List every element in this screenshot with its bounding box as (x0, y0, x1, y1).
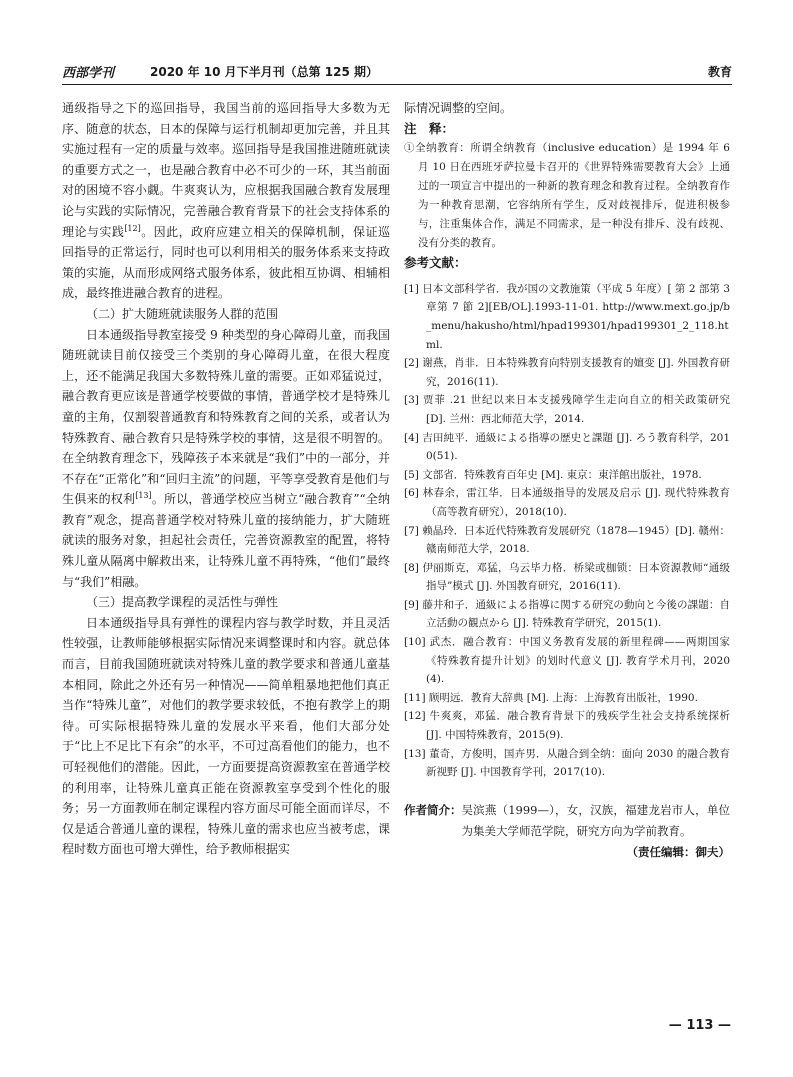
page-number: — 113 — (668, 1018, 731, 1033)
author-bio (404, 800, 730, 842)
reference-item: [1] 日本文部科学省．我が国の文教施策（平成 5 年度）[ 第 2 部第 3 章第 7 節 2][EB/OL].1993-11-01. http://www.mext.go.jp/b_menu/hakusho/html/hpad199301/hpad199301_2_118.html. (404, 282, 730, 351)
header-rule (62, 84, 732, 85)
reference-item: [7] 赖晶玲．日本近代特殊教育发展研究（1878—1945）[D]. 赣州：赣南师范大学，2018. (404, 524, 730, 556)
body-paragraph: 日本通级指导教室接受 9 种类型的身心障碍儿童，而我国随班就读目前仅接受三个类别的身心障碍儿童，在很大程度上，还不能满足我国大多数特殊儿童的需要。正如邓猛说过，融合教育更应该是普通学校要做的事情，普通学校才是特殊儿童的主角，仅割裂普通教育和特殊教育之间的关系，或者认为特殊教育、融合教育只是特殊学校的事情，这是很不明智的。在全纳教育理念下，残障孩子本来就是“我们”中的一部分，并不存在“正常化”和“回归主流”的问题，平等享受教育是他们与生俱来的权利[13]。所以，普通学校应当树立“融合教育”“全纳教育”观念，提高普通学校对特殊儿童的接纳能力，扩大随班就读的服务对象，担起社会责任，完善资源教室的配置，将特殊儿童从隔离中解救出来，让特殊儿童不再特殊，“他们”最终与“我们”相融。 (62, 327, 390, 589)
reference-item: [3] 贾菲 .21 世纪以来日本支援残障学生走向自立的相关政策研究 [D]. 兰州：西北师范大学，2014. (404, 394, 730, 425)
reference-item: [11] 顾明远．教育大辞典 [M]. 上海：上海教育出版社，1990. (404, 691, 698, 704)
responsible-editor: （责任编辑：御夫） (626, 844, 730, 859)
reference-item: [6] 林春余，雷江华．日本通级指导的发展及启示 [J]. 现代特殊教育（高等教育研究），2018(10). (404, 487, 730, 518)
reference-list (404, 280, 730, 782)
author-label: 作者简介： (404, 802, 462, 817)
subsection-heading-2: （二）扩大随班就读服务人群的范围 (86, 306, 279, 321)
reference-item: [2] 谢燕，肖非．日本特殊教育向特别支援教育的嬗变 [J]. 外国教育研究，2016(11). (404, 357, 730, 388)
reference-item: [4] 吉田純平．通級による指導の歴史と課題 [J]. ろう教育科学，2010(51). (404, 431, 730, 463)
reference-item: [13] 董奇，方俊明，国卉男．从融合到全纳：面向 2030 的融合教育新视野 [J]. 中国教育学刊，2017(10). (404, 747, 730, 779)
reference-item: [9] 藤井和子．通級による指導に関する研究の動向と今後の課題：自立活動の観点から [J]. 特殊教育学研究，2015(1). (404, 598, 730, 630)
page-header (62, 58, 732, 82)
subsection-heading-3: （三）提高教学课程的灵活性与弹性 (86, 595, 279, 610)
left-column (62, 98, 390, 860)
citation-12: [12] (124, 223, 141, 233)
body-paragraph: 日本通级指导具有弹性的课程内容与教学时数，并且灵活性较强，让教师能够根据实际情况来调整课时和内容。就总体而言，目前我国随班就读对特殊儿童的教学要求和普通儿童基本相同，除此之外还有另一种情况——简单粗暴地把他们真正当作“特殊儿童”，对他们的教学要求较低，不抱有教学上的期待。可实际根据特殊儿童的发展水平来看，他们大部分处于“比上不足比下有余”的水平，不可过高看他们的能力，也不可轻视他们的潜能。因此，一方面要提高资源教室在普通学校的利用率，让特殊儿童真正能在资源教室享受到个性化的服务；另一方面教师在制定课程内容方面尽可能全面而详尽，不仅是适合普通儿童的课程，特殊儿童的需求也应当被考虑，课程时数方面也可增大弹性，给予教师根据实 (62, 615, 390, 857)
note-1: ①全纳教育：所谓全纳教育（inclusive education）是 1994 年 6 月 10 日在西班牙萨拉曼卡召开的《世界特殊需要教育大会》上通过的一项宣言中提出的一种新的教育理念和教育过程。全纳教育作为一种教育思潮，它容纳所有学生，反对歧视排斥，促进积极参与，注重集体合作，满足不同需求，是一种没有排斥、没有歧视、没有分类的教育。 (404, 142, 730, 250)
body-paragraph: 通级指导之下的巡回指导，我国当前的巡回指导大多数为无序、随意的状态，日本的保障与运行机制却更加完善，并且其实施过程有一定的质量与效率。巡回指导是我国推进随班就读的重要方式之一，也是融合教育中必不可少的一环，其当前面对的困境不容小觑。牛爽爽认为，应根据我国融合教育发展理论与实践的实际情况，完善融合教育背景下的社会支持体系的理论与实践[12]。因此，政府应建立相关的保障机制，保证巡回指导的正常运行，同时也可以利用相关的服务体系来支持政策的实施，从而形成网络式服务体系，彼此相互协调、相辅相成，最终推进融合教育的进程。 (62, 101, 390, 301)
section-name: 教育 (707, 65, 732, 79)
body-paragraph-continued: 际情况调整的空间。 (404, 101, 513, 115)
reference-item: [10] 武杰．融合教育：中国义务教育发展的新里程碑——两期国家《特殊教育提升计划》的划时代意义 [J]. 教育学术月刊，2020(4). (404, 636, 730, 686)
author-text: 吴滨燕（1999—），女，汉族，福建龙岩市人，单位为集美大学师范学院，研究方向为学前教育。 (461, 802, 730, 838)
notes-heading: 注 释： (404, 120, 455, 136)
reference-item: [12] 牛爽爽，邓猛．融合教育背景下的残疾学生社会支持系统探析 [J]. 中国特殊教育，2015(9). (404, 710, 730, 742)
references-heading: 参考文献： (404, 255, 467, 271)
reference-item: [5] 文部省．特殊教育百年史 [M]. 東京：東洋館出版社，1978. (404, 468, 702, 481)
reference-item: [8] 伊丽斯克，邓猛，乌云毕力格．桥梁或枷锁：日本资源教师“通级指导”模式 [J]. 外国教育研究，2016(11). (404, 561, 730, 593)
journal-name: 西部学刊 (62, 66, 115, 81)
right-column (404, 98, 730, 862)
issue-info: 2020 年 10 月下半月刊（总第 125 期） (150, 65, 379, 79)
citation-13: [13] (135, 491, 152, 501)
